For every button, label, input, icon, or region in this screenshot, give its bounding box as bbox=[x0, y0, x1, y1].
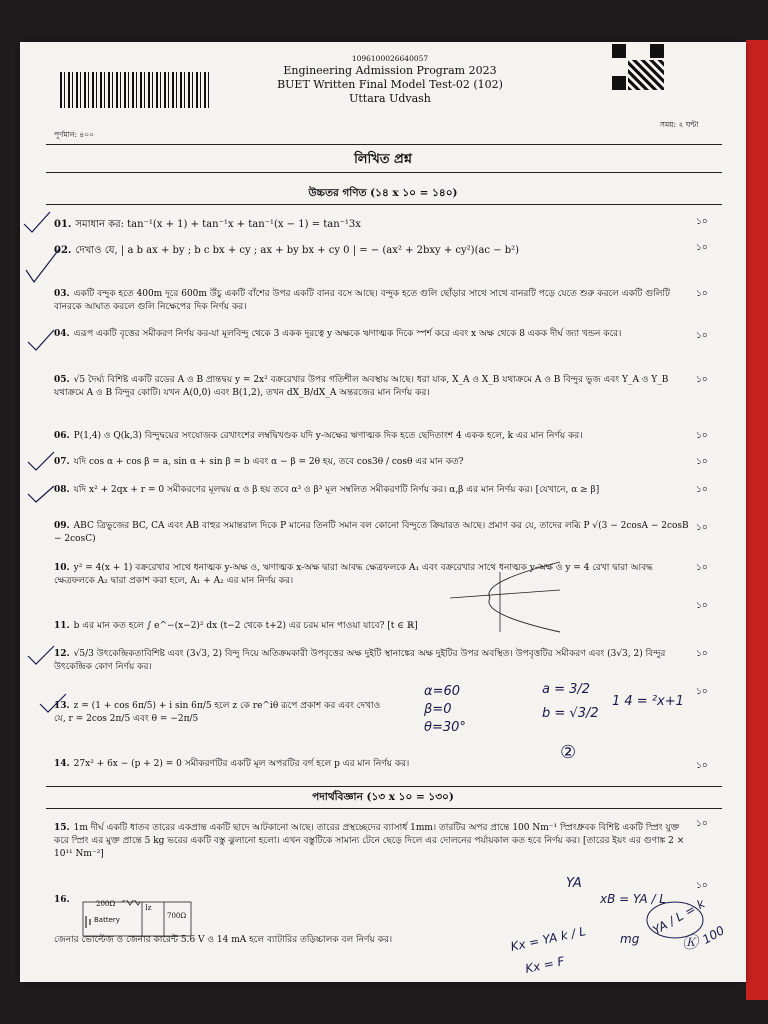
barcode bbox=[60, 72, 210, 108]
question-text: b এর মান কত হলে ∫ e^−(x−2)² dx (t−2 থেকে t+2) এর চরম মান পাওয়া যাবে? [t ∈ ℝ] bbox=[73, 621, 418, 631]
math-rule bbox=[46, 204, 722, 205]
question-marks: ১০ bbox=[696, 687, 708, 697]
question-marks: ১০ bbox=[696, 431, 708, 441]
question-marks: ১০ bbox=[696, 289, 708, 299]
question-number: 04. bbox=[54, 329, 70, 339]
resistor-200-label: 200Ω bbox=[96, 900, 116, 908]
tick-mark-12 bbox=[28, 646, 54, 664]
handwritten-theta: θ=30° bbox=[424, 720, 466, 735]
question-text: y² = 4(x + 1) বক্ররেখার সাথে ধনাত্মক y-অক্ষ ও, ঋণাত্মক x-অক্ষ দ্বারা আবদ্ধ ক্ষেত্রফলকে A₁ এবং বক্ররেখার সাথে ধনাত্মক y-অক্ষ ও y = 4 রেখা দ্বারা আবদ্ধ ক্ষেত্রফলকে A₂ দ্বারা প্রকাশ করা হলে, A₁ + A₂ এর মান নির্ণয় কর। bbox=[54, 563, 653, 586]
question-14 bbox=[54, 758, 534, 771]
full-marks: পূর্ণমান: ৪০০ bbox=[54, 130, 94, 139]
section-rule bbox=[46, 172, 722, 173]
qr-code bbox=[612, 44, 664, 90]
handwritten-ya: YA bbox=[566, 876, 582, 891]
section-title: লিখিত প্রশ্ন bbox=[354, 152, 412, 167]
question-marks: ১০ bbox=[696, 761, 708, 771]
zener-current-label: Iz bbox=[145, 904, 152, 912]
handwritten-circled-k: Ⓚ bbox=[682, 933, 699, 952]
handwritten-beta: β=0 bbox=[424, 702, 452, 717]
handwritten-mg: mg bbox=[620, 932, 640, 946]
question-6 bbox=[54, 430, 694, 443]
background-red-strip bbox=[746, 40, 768, 1000]
question-text: √5/3 উৎকেন্দ্রিকতাবিশিষ্ট এবং (3√3, 2) বিন্দু দিয়ে অতিক্রমকারী উপবৃত্তের অক্ষ দুইটি স্থানাঙ্কের অক্ষ দুইটির উপর অবস্থিত। উপবৃত্তটির সমীকরণ এবং (3√3, 2) বিন্দুর উৎকেন্দ্রিক কোণ নির্ণয় কর। bbox=[54, 649, 666, 672]
question-4 bbox=[54, 328, 694, 341]
question-13 bbox=[54, 700, 394, 726]
question-3 bbox=[54, 288, 694, 314]
handwritten-circled-two: ② bbox=[560, 742, 577, 763]
question-1 bbox=[54, 218, 694, 232]
question-number: 11. bbox=[54, 621, 70, 631]
handwritten-alpha: α=60 bbox=[424, 684, 461, 699]
physics-heading: পদার্থবিজ্ঞান (১৩ x ১০ = ১৩০) bbox=[312, 791, 454, 803]
question-text: 27x² + 6x − (p + 2) = 0 সমীকরণটির একটি মূল অপরটির বর্গ হলে p এর মান নির্ণয় কর। bbox=[73, 759, 410, 769]
question-marks: ১০ bbox=[696, 485, 708, 495]
question-number: 06. bbox=[54, 431, 70, 441]
math-heading: উচ্চতর গণিত (১৪ x ১০ = ১৪০) bbox=[308, 187, 458, 199]
question-11 bbox=[54, 620, 434, 633]
question-number: 01. bbox=[54, 219, 72, 230]
question-marks: ১০ bbox=[696, 523, 708, 533]
zener-circuit-diagram bbox=[82, 900, 194, 940]
question-text: যদি x² + 2qx + r = 0 সমীকরণের মূলদ্বয় α ও β হয় তবে α³ ও β³ মূল সম্বলিত সমীকরণটি নির্ণয় কর। α,β এর মান নির্ণয় কর। [যেখানে, α ≥ β] bbox=[73, 485, 600, 495]
question-text: দেখাও যে, | a b ax + by ; b c bx + cy ; ax + by bx + cy 0 | = − (ax² + 2bxy + cy²)(ac − b²) bbox=[75, 245, 520, 256]
question-number: 07. bbox=[54, 457, 70, 467]
exam-paper bbox=[20, 42, 746, 982]
question-9 bbox=[54, 520, 694, 546]
question-text: P(1,4) ও Q(k,3) বিন্দুদ্বয়ের সংযোজক রেখাংশের লম্বদ্বিখণ্ডক যদি y-অক্ষের ঋণাত্মক দিক হতে ছেদিতাংশ 4 একক হলে, k এর মান নির্ণয় কর। bbox=[73, 431, 583, 441]
handwritten-100: 100 bbox=[700, 923, 727, 947]
question-text: জেনার ভোল্টেজ ও জেনার কারেন্ট 5.6 V ও 14 mA হলে ব্যাটারির তড়িচ্চালক বল নির্ণয় কর। bbox=[54, 935, 393, 945]
sketch-axis-x bbox=[450, 590, 560, 598]
question-marks: ১০ bbox=[696, 457, 708, 467]
time-allowed: সময়: ২ ঘন্টা bbox=[660, 120, 699, 129]
tick-mark-1 bbox=[24, 212, 50, 232]
question-number: 16. bbox=[54, 895, 70, 905]
question-marks: ১০ bbox=[696, 331, 708, 341]
question-marks: ১০ bbox=[696, 819, 708, 829]
question-number: 14. bbox=[54, 759, 70, 769]
question-number: 10. bbox=[54, 563, 70, 573]
tick-mark-8 bbox=[28, 486, 54, 502]
question-marks: ১০ bbox=[696, 563, 708, 573]
handwritten-kx-f: Kx = F bbox=[523, 954, 566, 976]
handwritten-a-value: a = 3/2 bbox=[542, 682, 591, 697]
question-16-number bbox=[54, 894, 84, 907]
question-text: √5 দৈর্ঘ্য বিশিষ্ট একটি রডের A ও B প্রান্তদ্বয় y = 2x² বক্ররেখার উপর গতিশীল অবস্থায় আছে। ধরা যাক, X_A ও X_B যথাক্রমে A ও B বিন্দুর ভুজ এবং Y_A ও Y_B যথাক্রমে A ও B বিন্দুর কোটি। যখন A(0,0) এবং B(1,2), তখন dX_B/dX_A অন্তরজের মান নির্ণয় কর। bbox=[54, 375, 669, 398]
physics-rule bbox=[46, 808, 722, 809]
center-name: Uttara Udvash bbox=[349, 92, 431, 105]
question-number: 15. bbox=[54, 823, 70, 833]
physics-rule-top bbox=[46, 786, 722, 787]
question-number: 03. bbox=[54, 289, 70, 299]
question-number: 13. bbox=[54, 701, 70, 711]
question-number: 05. bbox=[54, 375, 70, 385]
question-text: একটি বন্দুক হতে 400m দূরে 600m উঁচু একটি বাঁশের উপর একটি বানর বসে আছে। বন্দুক হতে গুলি ছোঁড়ার সাথে সাথে বানরটি পড়ে যেতে শুরু করলে একটি গুলিটি বানরকে আঘাত করলে গুলি নিক্ষেপের দিক নির্ণয় কর। bbox=[54, 289, 670, 312]
question-marks: ১০ bbox=[696, 601, 708, 611]
question-7 bbox=[54, 456, 694, 469]
question-10 bbox=[54, 562, 654, 588]
handwritten-kx: Kx = YA k / L bbox=[509, 924, 588, 954]
question-12 bbox=[54, 648, 694, 674]
question-text: z = (1 + cos 6π/5) + i sin 6π/5 হলে z কে re^iθ রূপে প্রকাশ কর এবং দেখাও যে, r = 2cos 2π/5 এবং θ = −2π/5 bbox=[54, 701, 381, 724]
handwritten-equation: 1 4 = ²x+1 bbox=[612, 694, 684, 709]
tick-mark-4 bbox=[28, 330, 54, 350]
question-text: 1m দীর্ঘ একটি ধাতব তারের একপ্রান্ত একটি ছাদে আটকানো আছে। তারের প্রস্থচ্ছেদের ব্যাসার্ধ 1mm। তারটির অপর প্রান্তে 100 Nm⁻¹ স্প্রিংধ্রুবক বিশিষ্ট একটি স্প্রিং যুক্ত করে স্প্রিং এর মুক্ত প্রান্তে 5 kg ভরের একটি বস্তু ঝুলানো হলো। এখন বস্তুটিকে সামান্য টেনে ছেড়ে দিলে এর দোলনের পর্যায়কাল কত হবে নির্ণয় কর। [তারের ইয়ং এর গুণাঙ্ক 2 × 10¹¹ Nm⁻²] bbox=[54, 823, 685, 859]
question-marks: ১০ bbox=[696, 375, 708, 385]
question-text: এরূপ একটি বৃত্তের সমীকরণ নির্ণয় কর-যা মূলবিন্দু থেকে 3 একক দূরত্বে y অক্ষকে ঋণাত্মক দিকে স্পর্শ করে এবং x অক্ষ থেকে 8 একক দীর্ঘ জ্যা খন্ডন করে। bbox=[73, 329, 622, 339]
question-marks: ১০ bbox=[696, 243, 708, 253]
question-number: 08. bbox=[54, 485, 70, 495]
question-marks: ১০ bbox=[696, 881, 708, 891]
resistor-700-label: 700Ω bbox=[167, 912, 187, 920]
top-rule bbox=[46, 144, 722, 145]
question-number: 12. bbox=[54, 649, 70, 659]
program-title: Engineering Admission Program 2023 bbox=[283, 64, 497, 77]
question-2 bbox=[54, 244, 694, 258]
paper-code: 1096100026640057 bbox=[351, 54, 429, 63]
question-number: 09. bbox=[54, 521, 70, 531]
tick-mark-7 bbox=[28, 452, 54, 470]
battery-label: Battery bbox=[94, 916, 120, 924]
question-number: 02. bbox=[54, 245, 72, 256]
test-title: BUET Written Final Model Test-02 (102) bbox=[277, 78, 503, 91]
handwritten-b-value: b = √3/2 bbox=[542, 706, 599, 721]
handwritten-xb: xB = YA / L bbox=[600, 892, 666, 906]
question-5 bbox=[54, 374, 694, 400]
question-marks: ১০ bbox=[696, 649, 708, 659]
question-15 bbox=[54, 822, 694, 861]
question-text: ABC ত্রিভুজের BC, CA এবং AB বাহুর সমান্তরাল দিকে P মানের তিনটি সমান বল কোনো বিন্দুতে ক্রিয়ারত আছে। প্রমাণ কর যে, তাদের লব্ধি P √(3 − 2cosA − 2cosB − 2cosC) bbox=[54, 521, 689, 544]
question-8 bbox=[54, 484, 694, 497]
handwritten-ya-l-k: YA / L = k bbox=[650, 896, 708, 938]
question-text: যদি cos α + cos β = a, sin α + sin β = b এবং α − β = 2θ হয়, তবে cos3θ / cosθ এর মান কত? bbox=[73, 457, 464, 467]
question-marks: ১০ bbox=[696, 217, 708, 227]
question-text: সমাধান কর: tan⁻¹(x + 1) + tan⁻¹x + tan⁻¹(x − 1) = tan⁻¹3x bbox=[75, 219, 361, 230]
